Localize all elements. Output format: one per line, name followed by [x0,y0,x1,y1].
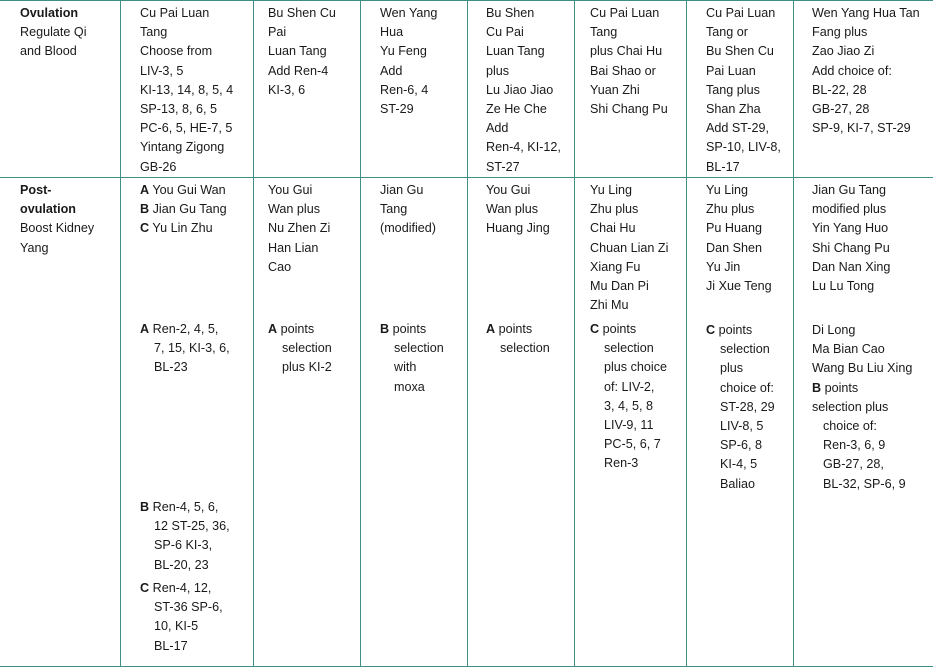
cell-line: Yu Jin [706,259,741,274]
cell-line: SP-9, KI-7, ST-29 [812,121,911,136]
option-letter: B [380,322,390,336]
cell-line: BL-22, 28 [812,82,867,97]
points-text: points [498,322,533,336]
cell-ovulation-col5 [590,4,668,119]
points-line [590,320,667,339]
cell-line: Wang Bu Liu Xing [812,361,913,376]
cell-line: KI-13, 14, 8, 5, 4 [140,82,234,97]
points-line [812,379,912,398]
cell-line: Bai Shao or [590,63,656,78]
points-text: Ren-2, 4, 5, [152,322,219,336]
cell-line: Add choice of: [812,63,892,78]
cell-line: Tang [590,25,618,40]
points-text: points [602,322,637,336]
cell-line: Choose from [140,44,213,59]
cell-line: Jian Gu Tang [812,183,886,197]
cell-line: Cu Pai Luan [706,6,776,20]
points-line: SP-6 KI-3, [154,538,213,553]
cell-line: Shi Chang Pu [812,240,890,255]
formula-text: You Gui Wan [152,183,226,197]
cell-line: plus Chai Hu [590,44,663,59]
cell-post-col1-points-b [140,498,230,575]
cell-ovulation-col6 [706,4,781,177]
cell-line: Dan Shen [706,240,763,255]
option-letter: C [140,581,150,595]
cell-post-col4-points [486,320,550,358]
cell-line: Zhi Mu [590,298,629,313]
cell-post-col3-points [380,320,444,397]
cell-line: Add ST-29, [706,121,770,136]
cell-line: Add Ren-4 [268,63,329,78]
formula-item [140,181,227,200]
cell-ovulation-col7 [812,4,920,138]
cell-line: Bu Shen Cu [268,6,336,20]
option-letter: B [812,380,822,395]
cell-post-col2-herbs [268,181,330,277]
cell-line: Xiang Fu [590,259,641,274]
points-line: 7, 15, KI-3, 6, [154,341,230,356]
cell-ovulation-col2 [268,4,336,100]
cell-line: modified plus [812,202,887,217]
points-text: points [824,380,859,395]
cell-line: Jian Gu [380,183,424,197]
cell-post-col7-herbs-cont [812,321,912,494]
cell-line: Dan Nan Xing [812,259,891,274]
points-line: BL-17 [154,638,188,653]
row-subheading: Yang [20,240,49,255]
cell-line: Fang plus [812,25,868,40]
points-text: Ren-4, 12, [152,581,212,595]
formula-item [140,219,227,238]
points-line: Ren-3 [604,456,639,471]
column-divider [686,0,687,667]
cell-line: Ren-4, KI-12, [486,140,561,155]
points-line: ST-36 SP-6, [154,600,223,615]
points-line: Ren-3, 6, 9 [823,438,886,453]
cell-line: Yin Yang Huo [812,221,889,236]
cell-line: GB-26 [140,159,177,174]
cell-line: KI-3, 6 [268,82,306,97]
cell-line: Add [486,121,509,136]
cell-line: plus [486,63,510,78]
formula-text: Jian Gu Tang [152,202,227,217]
cell-line: Shan Zha [706,101,761,116]
cell-line: Zhu plus [590,202,639,217]
formula-item [140,200,227,219]
cell-line: Chai Hu [590,221,636,236]
cell-line: Yu Ling [706,183,749,197]
cell-line: Cu Pai Luan [140,6,210,20]
points-text: points [280,322,315,336]
cell-line: Pu Huang [706,221,763,236]
option-letter: A [486,322,496,336]
cell-line: Wen Yang [380,6,438,20]
cell-post-col4-herbs [486,181,550,239]
cell-post-col7-herbs [812,181,890,296]
cell-line: Wen Yang Hua Tan [812,6,920,20]
points-line [380,320,444,339]
points-line: plus choice [604,360,668,375]
cell-line: Add [380,63,403,78]
points-line: 12 ST-25, 36, [154,519,230,534]
points-line: selection [282,341,332,356]
cell-line: Ma Bian Cao [812,342,885,357]
points-line: PC-5, 6, 7 [604,437,661,452]
cell-line: LIV-3, 5 [140,63,184,78]
cell-line: Pai Luan [706,63,756,78]
cell-line: Ze He Che [486,101,547,116]
cell-line: Bu Shen Cu [706,44,774,59]
cell-post-col1-points-a [140,320,230,378]
cell-line: Wan plus [486,202,539,217]
option-letter: A [140,322,150,336]
option-letter: B [140,500,150,514]
option-letter: A [140,183,150,197]
row-heading: Post- [20,183,52,197]
points-line: selection [604,341,654,356]
points-line: choice of: [720,380,774,395]
points-line [268,320,332,339]
cell-post-col6-points [706,321,775,494]
points-line: BL-32, SP-6, 9 [823,476,906,491]
option-letter: A [268,322,278,336]
cell-post-col5-points [590,320,667,474]
cell-line: ST-27 [486,159,520,174]
cell-ovulation-col3 [380,4,437,119]
option-letter: C [590,322,600,336]
cell-line: Cu Pai Luan [590,6,660,20]
cell-line: Hua [380,25,404,40]
cell-line: Tang [380,202,408,217]
cell-line: Nu Zhen Zi [268,221,331,236]
row-heading: Ovulation [20,6,79,20]
cell-post-col5-herbs [590,181,668,315]
points-line: GB-27, 28, [823,457,884,472]
points-text: Ren-4, 5, 6, [152,500,219,514]
cell-line: Di Long [812,323,856,337]
option-letter: C [140,221,150,236]
cell-line: Ren-6, 4 [380,82,429,97]
cell-line: BL-17 [706,159,740,174]
cell-post-col1-points-c [140,579,223,656]
points-line: KI-4, 5 [720,457,758,472]
points-line: 3, 4, 5, 8 [604,398,654,413]
cell-line: Bu Shen [486,6,535,20]
cell-line: SP-13, 8, 6, 5 [140,101,218,116]
points-line: choice of: [823,418,877,433]
row-label-ovulation [20,4,87,62]
points-line: plus KI-2 [282,360,332,375]
points-line: moxa [394,379,425,394]
points-line: selection [500,341,550,356]
points-line: Baliao [720,476,756,491]
points-line: LIV-9, 11 [604,417,654,432]
cell-line: Han Lian [268,240,319,255]
points-line: ST-28, 29 [720,399,775,414]
cell-line: Shi Chang Pu [590,101,668,116]
cell-line: Zao Jiao Zi [812,44,875,59]
cell-line: Yu Ling [590,183,633,197]
cell-line: SP-10, LIV-8, [706,140,781,155]
cell-line: Yintang Zigong [140,140,225,155]
column-divider [253,0,254,667]
points-line: LIV-8, 5 [720,418,764,433]
points-line: selection [720,342,770,357]
cell-line: ST-29 [380,101,414,116]
row-subheading: Regulate Qi [20,25,87,40]
cell-line: You Gui [486,183,531,197]
cell-line: Yuan Zhi [590,82,640,97]
column-divider [467,0,468,667]
cell-line: Tang [140,25,168,40]
cell-line: Mu Dan Pi [590,278,649,293]
cell-line: Wan plus [268,202,321,217]
cell-line: Luan Tang [486,44,545,59]
column-divider [120,0,121,667]
column-divider [793,0,794,667]
cell-line: GB-27, 28 [812,101,870,116]
column-divider [574,0,575,667]
cell-line: Ji Xue Teng [706,278,772,293]
option-letter: C [706,323,716,337]
cell-line: Luan Tang [268,44,327,59]
cell-line: Tang plus [706,82,760,97]
cell-line: Zhu plus [706,202,755,217]
row-subheading: Boost Kidney [20,221,95,236]
cell-line: Lu Lu Tong [812,278,875,293]
cell-ovulation-col1 [140,4,233,177]
points-line [706,321,775,340]
points-line [140,579,223,598]
points-line [140,320,230,339]
points-line: BL-23 [154,360,188,375]
option-letter: B [140,202,150,217]
cell-line: (modified) [380,221,436,236]
points-line: selection plus [812,399,889,414]
cell-line: Cu Pai [486,25,524,40]
points-line: 10, KI-5 [154,619,199,634]
cell-line: PC-6, 5, HE-7, 5 [140,121,233,136]
cell-line: You Gui [268,183,313,197]
points-line: plus [720,361,744,376]
cell-post-col3-herbs [380,181,436,239]
points-line: SP-6, 8 [720,438,762,453]
row-label-post-ovulation [20,181,94,258]
cell-line: Cao [268,259,292,274]
cell-ovulation-col4 [486,4,561,177]
cell-line: Yu Feng [380,44,427,59]
row-heading: ovulation [20,202,76,217]
points-line: with [394,360,417,375]
points-line [140,498,230,517]
cell-line: Lu Jiao Jiao [486,82,554,97]
column-divider [360,0,361,667]
cell-line: Tang or [706,25,749,40]
points-line: BL-20, 23 [154,557,209,572]
points-line: of: LIV-2, [604,379,655,394]
cell-line: Pai [268,25,287,40]
cell-line: Huang Jing [486,221,550,236]
cell-line: Chuan Lian Zi [590,240,669,255]
formula-text: Yu Lin Zhu [152,221,213,236]
points-line [486,320,550,339]
row-subheading: and Blood [20,44,77,59]
cell-post-col2-points [268,320,332,378]
points-line: selection [394,341,444,356]
points-text: points [718,323,753,337]
cell-post-col1-formulas [140,181,227,239]
cell-post-col6-herbs [706,181,772,296]
points-text: points [392,322,427,336]
